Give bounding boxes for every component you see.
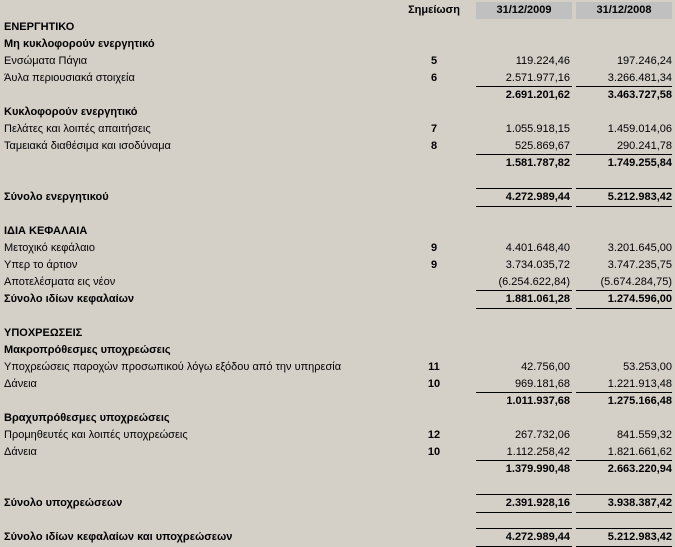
value-2008: 1.221.913,48 [607,378,672,390]
row-label: Υπερ το άρτιον [4,259,78,271]
value-2008: 3.938.387,42 [607,497,672,509]
value-2008: 290.241,78 [616,140,672,152]
row-note: 8 [430,140,438,152]
subtotal-row [0,87,675,104]
table-row [0,121,675,138]
row-note: 5 [430,55,438,67]
row-label: Πελάτες και λοιπές απαιτήσεις [4,123,151,135]
value-2009: 4.272.989,44 [505,531,570,543]
value-2008: 2.663.220,94 [607,463,672,475]
table-row [0,274,675,291]
value-2008: 1.275.166,48 [607,395,672,407]
row-label: Δάνεια [4,446,37,458]
row-label: Μακροπρόθεσμες υποχρεώσεις [4,344,171,356]
value-2009: 1.011.937,68 [506,395,570,407]
subtotal-rule [576,206,672,207]
value-2009: 1.055.918,15 [505,123,570,135]
value-2009: 119.224,46 [515,55,570,67]
row-note: 9 [430,242,438,254]
value-2008: 3.266.481,34 [607,72,672,84]
table-row [0,359,675,376]
row-note: 11 [428,361,440,373]
value-2009: 3.734.035,72 [505,259,570,271]
subtotal-rule [476,512,572,513]
value-2008: (5.674.284,75) [600,276,672,288]
total-row [0,529,675,546]
row-label: Υποχρεώσεις παροχών προσωπικού λόγω εξόδου από την υπηρεσία [4,361,342,373]
value-2008: 5.212.983,42 [607,191,672,203]
value-2009: 969.181,68 [514,378,570,390]
value-2008: 1.749.255,84 [607,157,672,169]
value-2008: 841.559,32 [616,429,672,441]
value-2009: 4.272.989,44 [505,191,570,203]
subsection-row [0,104,675,121]
value-2009: 4.401.648,40 [505,242,570,254]
row-label: Σύνολο ενεργητικού [4,191,109,203]
note-column-header: Σημείωση [408,4,460,16]
subtotal-rule [476,308,572,309]
row-label: Μετοχικό κεφάλαιο [4,242,95,254]
value-2009: (6.254.622,84) [498,276,570,288]
subtotal-rule [576,512,672,513]
value-2009: 2.691.201,62 [505,89,570,101]
table-row [0,257,675,274]
subsection-row [0,410,675,427]
table-row [0,444,675,461]
total-row [0,495,675,512]
table-row [0,376,675,393]
row-note: 10 [427,378,441,390]
section-row [0,223,675,240]
table-row [0,53,675,70]
row-label: Άυλα περιουσιακά στοιχεία [4,72,135,84]
value-2008: 1.274.596,00 [607,293,672,305]
row-label: Ενσώματα Πάγια [4,55,88,67]
table-row [0,240,675,257]
row-label: Κυκλοφορούν ενεργητικό [4,106,138,118]
section-row [0,19,675,36]
column-header-2008: 31/12/2008 [576,2,672,19]
row-label: Αποτελέσματα εις νέον [4,276,116,288]
row-note: 6 [430,72,438,84]
value-2009: 525.869,67 [514,140,570,152]
value-2009: 267.732,06 [514,429,570,441]
value-2008: 5.212.983,42 [607,531,672,543]
row-label: Μη κυκλοφορούν ενεργητικό [4,38,155,50]
value-2008: 1.821.661,62 [607,446,672,458]
row-label: Σύνολο ιδίων κεφαλαίων [4,293,135,305]
value-2009: 2.571.977,16 [505,72,570,84]
table-row [0,427,675,444]
value-2008: 53.253,00 [623,361,672,373]
value-2009: 1.379.990,48 [505,463,570,475]
value-2008: 3.463.727,58 [607,89,672,101]
subsection-row [0,36,675,53]
table-row [0,138,675,155]
total-row [0,189,675,206]
total-row [0,291,675,308]
subtotal-row [0,155,675,172]
row-label: Σύνολο ιδίων κεφαλαίων και υποχρεώσεων [4,531,233,543]
value-2009: 42.756,00 [521,361,570,373]
subsection-row [0,342,675,359]
value-2008: 1.459.014,06 [607,123,672,135]
value-2008: 197.246,24 [616,55,672,67]
row-note: 9 [430,259,438,271]
row-label: ΕΝΕΡΓΗΤΙΚΟ [4,21,75,33]
value-2008: 3.201.645,00 [607,242,672,254]
value-2009: 2.391.928,16 [505,497,570,509]
row-label: Δάνεια [4,378,37,390]
row-label: ΥΠΟΧΡΕΩΣΕΙΣ [4,327,83,339]
value-2008: 3.747.235,75 [607,259,672,271]
subtotal-row [0,461,675,478]
subtotal-row [0,393,675,410]
row-note: 7 [430,123,438,135]
value-2009: 1.112.258,42 [506,446,570,458]
row-label: Ταμειακά διαθέσιμα και ισοδύναμα [4,140,171,152]
subtotal-rule [476,206,572,207]
row-label: Προμηθευτές και λοιπές υποχρεώσεις [4,429,188,441]
column-header-2009: 31/12/2009 [476,2,572,19]
row-label: Σύνολο υποχρεώσεων [4,497,123,509]
value-2009: 1.581.787,82 [505,157,570,169]
row-note: 12 [427,429,441,441]
row-label: Βραχυπρόθεσμες υποχρεώσεις [4,412,170,424]
table-row [0,70,675,87]
section-row [0,325,675,342]
row-label: ΙΔΙΑ ΚΕΦΑΛΑΙΑ [4,225,88,237]
subtotal-rule [576,308,672,309]
row-note: 10 [427,446,441,458]
value-2009: 1.881.061,28 [505,293,570,305]
